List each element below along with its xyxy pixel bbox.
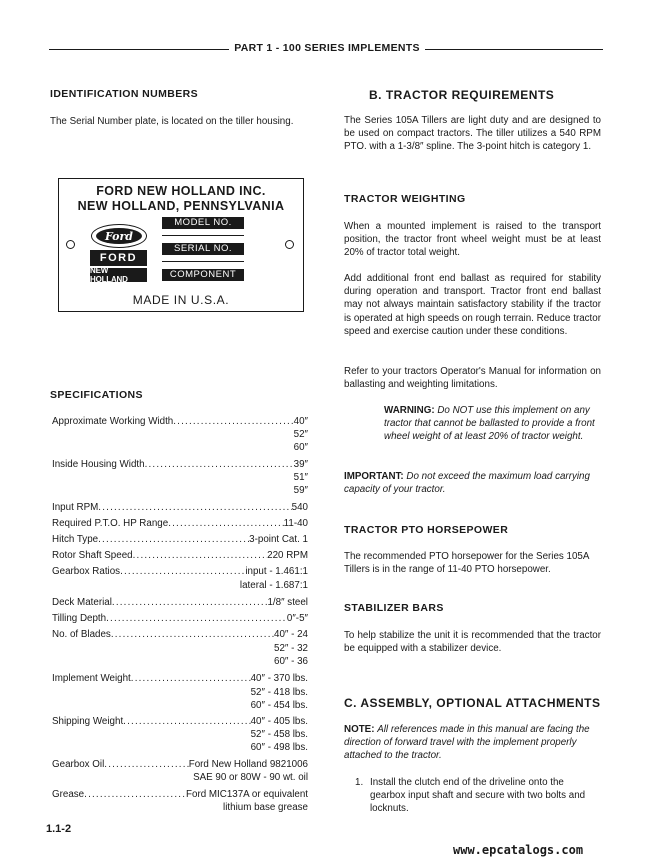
plate-serial-label: SERIAL NO.: [162, 243, 244, 255]
spec-value: 40″: [293, 416, 308, 427]
pto-horsepower-heading: TRACTOR PTO HORSEPOWER: [344, 524, 509, 536]
spec-row: [52, 416, 308, 427]
serial-number-plate: [58, 178, 304, 312]
weighting-paragraph-3: Refer to your tractors Operator's Manual for information on ballasting and weighting limitations.: [344, 366, 601, 391]
spec-row: [52, 550, 308, 561]
spec-row: [52, 597, 308, 608]
spec-row: [52, 566, 308, 577]
spec-row: [52, 673, 308, 684]
stabilizer-bars-text: To help stabilize the unit it is recommended that the tractor be equipped with a stabilizer device.: [344, 630, 601, 655]
note-text: All references made in this manual are facing the direction of forward travel with the implement properly attached to the tractor.: [344, 724, 590, 762]
step-1-number: 1.: [355, 777, 364, 788]
warning-text: Do NOT use this implement on any tractor that cannot be ballasted to provide a front wheel weight of at least 20% of tractor weight.: [384, 405, 595, 443]
plate-model-label: MODEL NO.: [162, 217, 244, 229]
spec-label: No. of Blades: [52, 629, 111, 640]
spec-value-continued: 51″: [293, 472, 308, 483]
header-rule-right: [425, 49, 603, 50]
plate-serial-line: [162, 261, 244, 262]
spec-value: 40″ - 24: [274, 629, 308, 640]
spec-leader-dots: [106, 613, 287, 624]
warning-label: WARNING:: [384, 405, 435, 416]
identification-text: The Serial Number plate, is located on the tiller housing.: [50, 116, 294, 127]
spec-label: Shipping Weight: [52, 716, 124, 727]
spec-leader-dots: [120, 566, 245, 577]
spec-leader-dots: [133, 550, 268, 561]
spec-value: 540: [291, 502, 308, 513]
spec-value-continued: 60″: [293, 442, 308, 453]
spec-value: 40″ - 405 lbs.: [250, 716, 308, 727]
spec-row: [52, 716, 308, 727]
plate-model-line: [162, 235, 244, 236]
spec-value: 11-40: [283, 518, 308, 529]
page-header: PART 1 - 100 SERIES IMPLEMENTS: [234, 42, 420, 54]
page-number: 1.1-2: [46, 823, 72, 835]
plate-rivet-hole-right: [285, 240, 294, 249]
important-text: Do not exceed the maximum load carrying capacity of your tractor.: [344, 471, 590, 496]
ford-oval-text: Ford: [96, 228, 142, 244]
ford-oval-logo: [91, 224, 147, 248]
new-holland-logo: NEW HOLLAND: [90, 268, 147, 282]
identification-heading: IDENTIFICATION NUMBERS: [50, 88, 199, 100]
step-1-text: Install the clutch end of the driveline onto the gearbox input shaft and secure with two bolts and locknuts.: [370, 777, 586, 815]
plate-location: NEW HOLLAND, PENNSYLVANIA: [77, 199, 285, 213]
tractor-requirements-text: The Series 105A Tillers are light duty and are designed to be used on compact tractors. The tiller utilizes a 540 RPM PTO. with a 1-3/8″ spline. The 3-point hitch is category 1.: [344, 115, 601, 153]
spec-leader-dots: [123, 716, 250, 727]
important-block: [344, 470, 601, 496]
spec-label: Input RPM: [52, 502, 99, 513]
spec-row: [52, 502, 308, 513]
stabilizer-bars-heading: STABILIZER BARS: [344, 602, 444, 614]
tractor-requirements-heading: B. TRACTOR REQUIREMENTS: [369, 88, 555, 102]
spec-leader-dots: [111, 629, 274, 640]
note-label: NOTE:: [344, 724, 375, 735]
spec-row: [52, 534, 308, 545]
warning-block: [384, 404, 601, 444]
spec-label: Gearbox Ratios: [52, 566, 121, 577]
spec-leader-dots: [98, 502, 291, 513]
plate-rivet-hole-left: [66, 240, 75, 249]
spec-value-continued: 59″: [293, 485, 308, 496]
spec-value: 220 RPM: [267, 550, 308, 561]
ford-logo: FORD: [90, 250, 147, 266]
note-block: [344, 723, 601, 763]
spec-label: Gearbox Oil: [52, 759, 105, 770]
plate-company: FORD NEW HOLLAND INC.: [96, 184, 266, 198]
header-rule-left: [49, 49, 229, 50]
spec-label: Hitch Type: [52, 534, 99, 545]
spec-label: Approximate Working Width: [52, 416, 174, 427]
spec-row: [52, 459, 308, 470]
spec-value: 1/8″ steel: [267, 597, 308, 608]
spec-value-continued: 52″ - 458 lbs.: [250, 729, 308, 740]
spec-value-continued: lithium base grease: [223, 802, 308, 813]
spec-value: 0″-5″: [286, 613, 308, 624]
tractor-weighting-heading: TRACTOR WEIGHTING: [344, 193, 466, 205]
spec-value-continued: 60″ - 454 lbs.: [250, 700, 308, 711]
spec-row: [52, 629, 308, 640]
plate-component-label: COMPONENT: [162, 269, 244, 281]
spec-label: Tilling Depth: [52, 613, 107, 624]
important-label: IMPORTANT:: [344, 471, 404, 482]
spec-value-continued: SAE 90 or 80W - 90 wt. oil: [193, 772, 308, 783]
spec-label: Rotor Shaft Speed: [52, 550, 133, 561]
spec-label: Inside Housing Width: [52, 459, 145, 470]
spec-row: [52, 518, 308, 529]
spec-leader-dots: [145, 459, 294, 470]
spec-value-continued: 60″ - 36: [274, 656, 308, 667]
spec-value-continued: 52″ - 418 lbs.: [250, 687, 308, 698]
spec-label: Grease: [52, 789, 85, 800]
spec-value: Ford MIC137A or equivalent: [186, 789, 308, 800]
spec-leader-dots: [84, 789, 186, 800]
spec-value-continued: 52″: [293, 429, 308, 440]
assembly-heading: C. ASSEMBLY, OPTIONAL ATTACHMENTS: [344, 696, 601, 710]
spec-value: Ford New Holland 9821006: [188, 759, 308, 770]
spec-value: input - 1.461:1: [245, 566, 308, 577]
weighting-paragraph-2: Add additional front end ballast as required for stability during operation and transport. Tractor front end ballast may not always maintain satisfactory stability if the tractor is operated at high speeds on rough terrain. Reduce tractor speed and exercise caution under these conditions.: [344, 273, 601, 337]
spec-label: Required P.T.O. HP Range: [52, 518, 169, 529]
spec-value-continued: 52″ - 32: [274, 643, 308, 654]
spec-leader-dots: [104, 759, 188, 770]
spec-leader-dots: [112, 597, 268, 608]
spec-leader-dots: [98, 534, 249, 545]
spec-leader-dots: [173, 416, 293, 427]
watermark: www.epcatalogs.com: [453, 843, 584, 857]
spec-value-continued: lateral - 1.687:1: [239, 580, 308, 591]
spec-row: [52, 759, 308, 770]
spec-row: [52, 613, 308, 624]
pto-horsepower-text: The recommended PTO horsepower for the Series 105A Tillers is in the range of 11-40 PTO horsepower.: [344, 551, 589, 576]
spec-label: Implement Weight: [52, 673, 131, 684]
spec-value: 3-point Cat. 1: [249, 534, 308, 545]
specifications-heading: SPECIFICATIONS: [50, 389, 143, 401]
spec-leader-dots: [168, 518, 283, 529]
spec-value: 39″: [293, 459, 308, 470]
plate-made-in: MADE IN U.S.A.: [132, 293, 230, 307]
spec-value-continued: 60″ - 498 lbs.: [250, 742, 308, 753]
spec-row: [52, 789, 308, 800]
weighting-paragraph-1: When a mounted implement is raised to the transport position, the tractor front wheel weight must be at least 20% of tractor total weight.: [344, 221, 601, 259]
spec-value: 40″ - 370 lbs.: [250, 673, 308, 684]
spec-leader-dots: [131, 673, 251, 684]
spec-label: Deck Material: [52, 597, 112, 608]
